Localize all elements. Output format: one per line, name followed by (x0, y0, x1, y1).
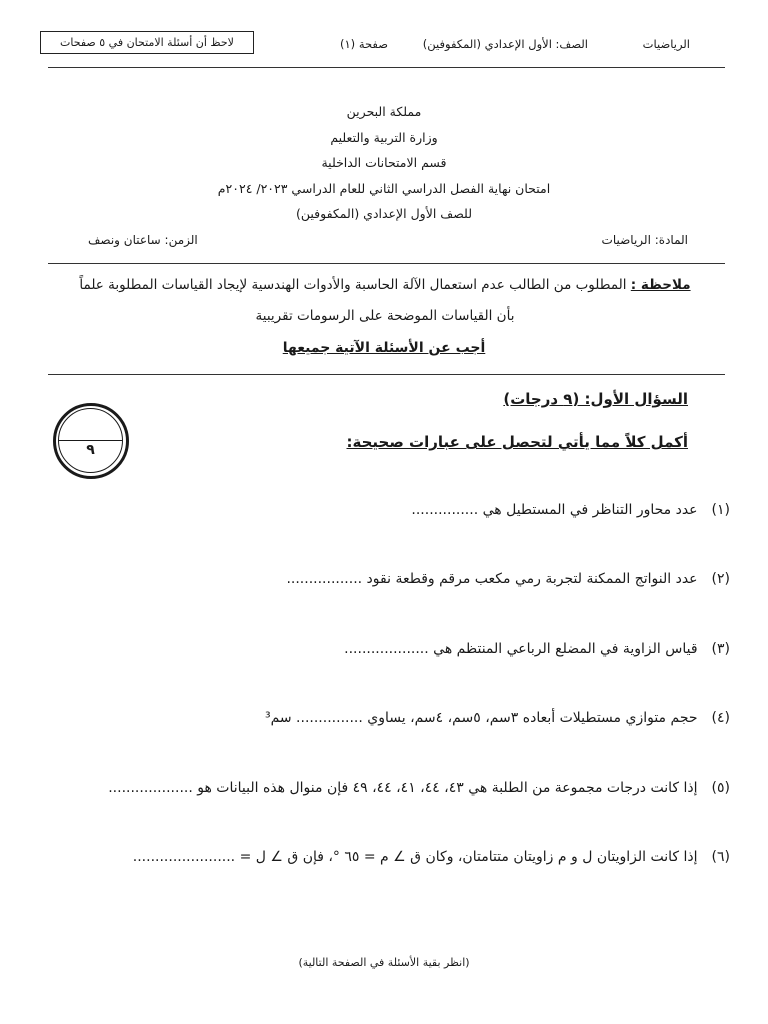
header-subject: الرياضيات (642, 37, 690, 51)
score-value: ٩ (86, 442, 95, 458)
question-1-title: السؤال الأول: (٩ درجات) (503, 390, 688, 408)
instruction: أجب عن الأسئلة الآتية جميعها (282, 340, 486, 356)
question-1-item-4 (265, 710, 730, 726)
header-pages-notice: لاحظ أن أسئلة الامتحان في ٥ صفحات (60, 36, 234, 49)
question-1-item-1 (411, 502, 730, 518)
item-text: عدد النواتج الممكنة لتجربة رمي مكعب مرقم وقطعة نقود ................. (286, 571, 698, 587)
title-kingdom: مملكة البحرين (346, 104, 422, 119)
header-pages-notice-box (40, 31, 254, 54)
item-text: إذا كانت درجات مجموعة من الطلبة هي ٤٣، ٤٤، ٤١، ٤٤، ٤٩ فإن منوال هذه البيانات هو ................... (108, 780, 698, 796)
item-number: (٤) (711, 710, 730, 726)
title-exam: امتحان نهاية الفصل الدراسي الثاني للعام الدراسي ٢٠٢٣/ ٢٠٢٤م (217, 181, 551, 196)
title-grade: للصف الأول الإعدادي (المكفوفين) (295, 206, 473, 221)
title-department: قسم الامتحانات الداخلية (321, 155, 447, 170)
title-ministry: وزارة التربية والتعليم (330, 130, 438, 145)
question-1-item-2 (286, 571, 730, 587)
note-text-1: المطلوب من الطالب عدم استعمال الآلة الحاسبة والأدوات الهندسية لإيجاد القياسات المطلوبة علماً (79, 277, 627, 293)
note-label: ملاحظة : (630, 277, 691, 293)
question-1-item-3 (344, 641, 730, 657)
meta-time: الزمن: ساعتان ونصف (88, 233, 198, 247)
question-1-item-6 (133, 849, 730, 865)
item-number: (٥) (711, 780, 730, 796)
item-number: (٦) (711, 849, 730, 865)
item-text: حجم متوازي مستطيلات أبعاده ٣سم، ٥سم، ٤سم، يساوي ............... سم³ (264, 710, 698, 726)
score-divider (59, 440, 122, 441)
note-line-2: بأن القياسات الموضحة على الرسومات تقريبية (255, 308, 515, 324)
instruction-divider (48, 374, 725, 375)
question-1-subtitle: أكمل كلاً مما يأتي لتحصل على عبارات صحيحة: (346, 433, 688, 451)
item-text: قياس الزاوية في المضلع الرباعي المنتظم هي ................... (344, 641, 698, 657)
note-line-1 (60, 277, 710, 293)
item-text: عدد محاور التناظر في المستطيل هي ............... (411, 502, 698, 518)
meta-subject: المادة: الرياضيات (601, 233, 688, 247)
footer-next-page-note: (انظر بقية الأسئلة في الصفحة التالية) (298, 956, 470, 969)
item-number: (٣) (711, 641, 730, 657)
question-1-item-5 (108, 780, 730, 796)
meta-divider (48, 263, 725, 264)
header-page-number: صفحة (١) (339, 37, 388, 51)
score-circle (58, 408, 123, 473)
item-text: إذا كانت الزاويتان ل و م زاويتان متتامتان، وكان ق ∠ م = ٦٥ °، فإن ق ∠ ل = ....................... (132, 849, 698, 865)
header-divider (48, 67, 725, 68)
item-number: (١) (711, 502, 730, 518)
header-grade: الصف: الأول الإعدادي (المكفوفين) (422, 37, 588, 51)
item-number: (٢) (711, 571, 730, 587)
